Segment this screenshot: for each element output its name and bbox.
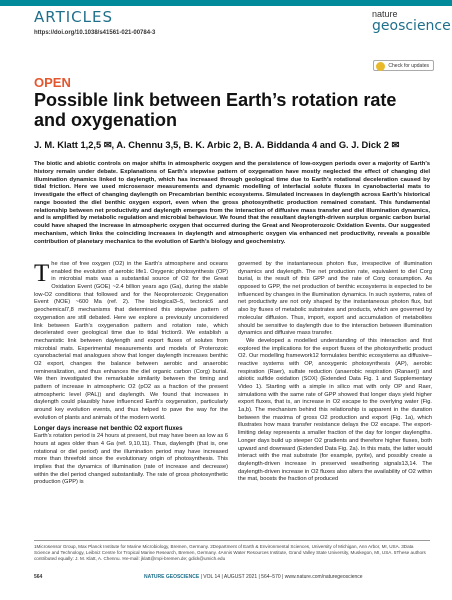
update-icon	[376, 62, 385, 71]
intro-paragraph	[34, 261, 228, 422]
section-heading: Longer days increase net benthic O2 export fluxes	[34, 425, 183, 433]
affiliations-footnote: 1Microsensor Group, Max Planck Institute for Marine Microbiology, Bremen, Germany. 2Department of Earth & Environmental Sciences, University of Michigan, Ann Arbor, MI, USA. 3Data Science and Technology, Leibniz Centre for Tropical Marine Research, Bremen, Germany. 4Annis Water Resources Institute, Grand Valley State University, Muskegon, MI, USA. 5These authors contributed equally: J. M. Klatt, A. Chennu. ✉e-mail: jklatt@mpi-bremen.de; gdick@umich.edu	[34, 540, 430, 562]
body-column-left	[34, 261, 228, 487]
check-updates-label: Check for updates	[388, 63, 429, 69]
page-footer	[34, 574, 430, 580]
open-access-label: OPEN	[34, 75, 71, 90]
section-label: ARTICLES	[34, 8, 114, 26]
footer-issue[interactable]: | VOL 14 | AUGUST 2021 | 564–570 | www.nature.com/naturegeoscience	[200, 574, 363, 580]
page-header	[0, 0, 452, 56]
page-number: 564	[34, 574, 43, 580]
author-list: J. M. Klatt 1,2,5 ✉, A. Chennu 3,5, B. K. Arbic 2, B. A. Biddanda 4 and G. J. Dick 2 ✉	[34, 140, 400, 150]
article-title: Possible link between Earth’s rotation rate and oxygenation	[34, 90, 397, 130]
journal-logo[interactable]	[372, 9, 451, 34]
logo-geoscience: geoscience	[372, 18, 451, 34]
doi-link[interactable]: https://doi.org/10.1038/s41561-021-00784-3	[34, 30, 156, 36]
logo-nature: nature	[372, 9, 398, 19]
check-updates-button[interactable]	[373, 60, 434, 71]
body-paragraph: governed by the instantaneous photon flux, irrespective of illumination dynamics and daylength. The net production rate, equivalent to diel Corg burial, is the result of this GPP and the rate of Corg consumption. As opposed to GPP, the net production of benthic ecosystems is expected to be influenced by changes in the illumination dynamics. In such systems, rates of net productivity are not only shaped by the instantaneous photon flux, but also by fluxes of metabolic substrates and products, which are governed by molecular diffusion. Thus, import, export and accumulation of metabolites should be sensitive to daylength due to the interaction between illumination dynamics and diffusive mass transfer.	[238, 261, 432, 337]
body-paragraph: We developed a modelled understanding of this interaction and first explored the implications for the export fluxes of the photosynthetic product O2. Our modelling framework12 formulates benthic ecosystems as diffusive–reactive systems with OP, anoxygenic photosynthesis (AP), aerobic respiration (Raer), sulfate reduction (anaerobic respiration (Ranaer)) and abiotic sulfide oxidation (SOX) (Extended Data Fig. 1 and Supplementary Video 1). Starting with a simple in silico mat with only OP and Raer, simulations with the same rate of GPP showed that longer days yield higher export fluxes, that is, an increase in O2 escape to the overlying water (Fig. 1a,b). The mechanism behind this relationship is apparent in the duration between the maxima of gross O2 production and export (Fig. 1a), which illustrates how mass transfer resistance delays the O2 escape. The export-limiting delay represents a smaller fraction of the day for longer daylengths. Longer days build up steeper O2 gradients and therefore higher fluxes, both upward and downward (Extended Data Fig. 2a). In this mats, the latter would interact with the mat substrate (for example, pyrite), and possibly create a daylength-driven increase in preserved weathering signals13,14. The daylength-driven increase in O2 fluxes also alters the availability of O2 within the mat, boosts the fraction of produced	[238, 337, 432, 483]
intro-text: he rise of free oxygen (O2) in the Earth’s atmosphere and oceans enabled the evolution of aerobic life1. Oxygenic photosynthesis (OP) in microbial mats was a substantial source of O2 for the Great Oxidation Event (GOE) ~2.4 billion years ago (Ga), during the stable low-O2 conditions that followed and for the Neoproterozoic Oxygenation Event (NOE) ~600 Ma (ref. 2). The biological3–5, tectonic6 and geochemical7,8 mechanisms that determined this stepwise pattern of oxygenation are still debated. Here we explore a previously unconsidered link between Earth’s oxygenation pattern and rotation rate, which decelerated over geological time due to tidal friction9. We establish a mechanistic link between daylength and export fluxes of solutes from microbial mats. Experimental measurements and models of Proterozoic cyanobacterial mat analogues show that longer daylength increases benthic O2 export, changes the balance between aerobic and anaerobic remineralization, and thus enhances the diel organic carbon (Corg) burial. We then investigated the remarkable similarity between the timing and pattern of increase in atmospheric O2 (pO2 as a fraction of the present atmospheric level (PAL)) and daylength. We found that increases in daylength could plausibly have influenced Earth’s oxygenation, particularly around key evolution events, and thus helped to pave the way for the evolution of plants and animals of the modern world.	[34, 261, 228, 421]
header-accent-bar	[0, 0, 452, 6]
drop-cap: T	[34, 260, 50, 287]
footer-journal-name: NATURE GEOSCIENCE	[144, 574, 200, 580]
body-column-right	[238, 261, 432, 484]
abstract: The biotic and abiotic controls on major shifts in atmospheric oxygen and the persistence of low-oxygen periods over a majority of Earth’s history remain under debate. Explanations of Earth’s stepwise pattern of oxygenation have mostly neglected the effect of changing diel illumination dynamics linked to daylength, which has increased through geological time due to Earth’s rotational deceleration caused by tidal friction. Here we used microsensor measurements and dynamic modelling of interfacial solute fluxes in cyanobacterial mats to investigate the effect of changing daylength on Precambrian benthic ecosystems. Simulated increases in daylength across Earth’s historical range boosted the diel benthic oxygen export, even when the gross photosynthetic production remained constant. This fundamental relationship between net productivity and daylength emerges from the interaction of diffusive mass transfer and diel illumination dynamics, and is amplified by metabolic regulation and microbial behaviour. We found that the resultant daylength-driven surplus organic carbon burial could have shaped the increase in atmospheric oxygen that occurred during the Great and Neoproterozoic Oxidation Events. Our suggested mechanism, which links the coinciding increases in daylength and atmospheric oxygen via enhanced net productivity, reveals a possible contribution of planetary mechanics to the evolution of Earth’s biology and geochemistry.	[34, 161, 430, 245]
footer-journal	[144, 574, 363, 580]
body-paragraph: Earth’s rotation period is 24 hours at present, but may have been as low as 6 hours at ages older than 4 Ga (ref. 9,10,11). Thus, daylength (that is, one rotational or diel period) and the illumination period may have increased more than threefold since the evolutionary origin of photosynthesis. This implies that the dynamics of illumination (rate of increase and decrease) within the diel period changed substantially. The rate of gross photosynthetic production (GPP) is	[34, 433, 228, 486]
